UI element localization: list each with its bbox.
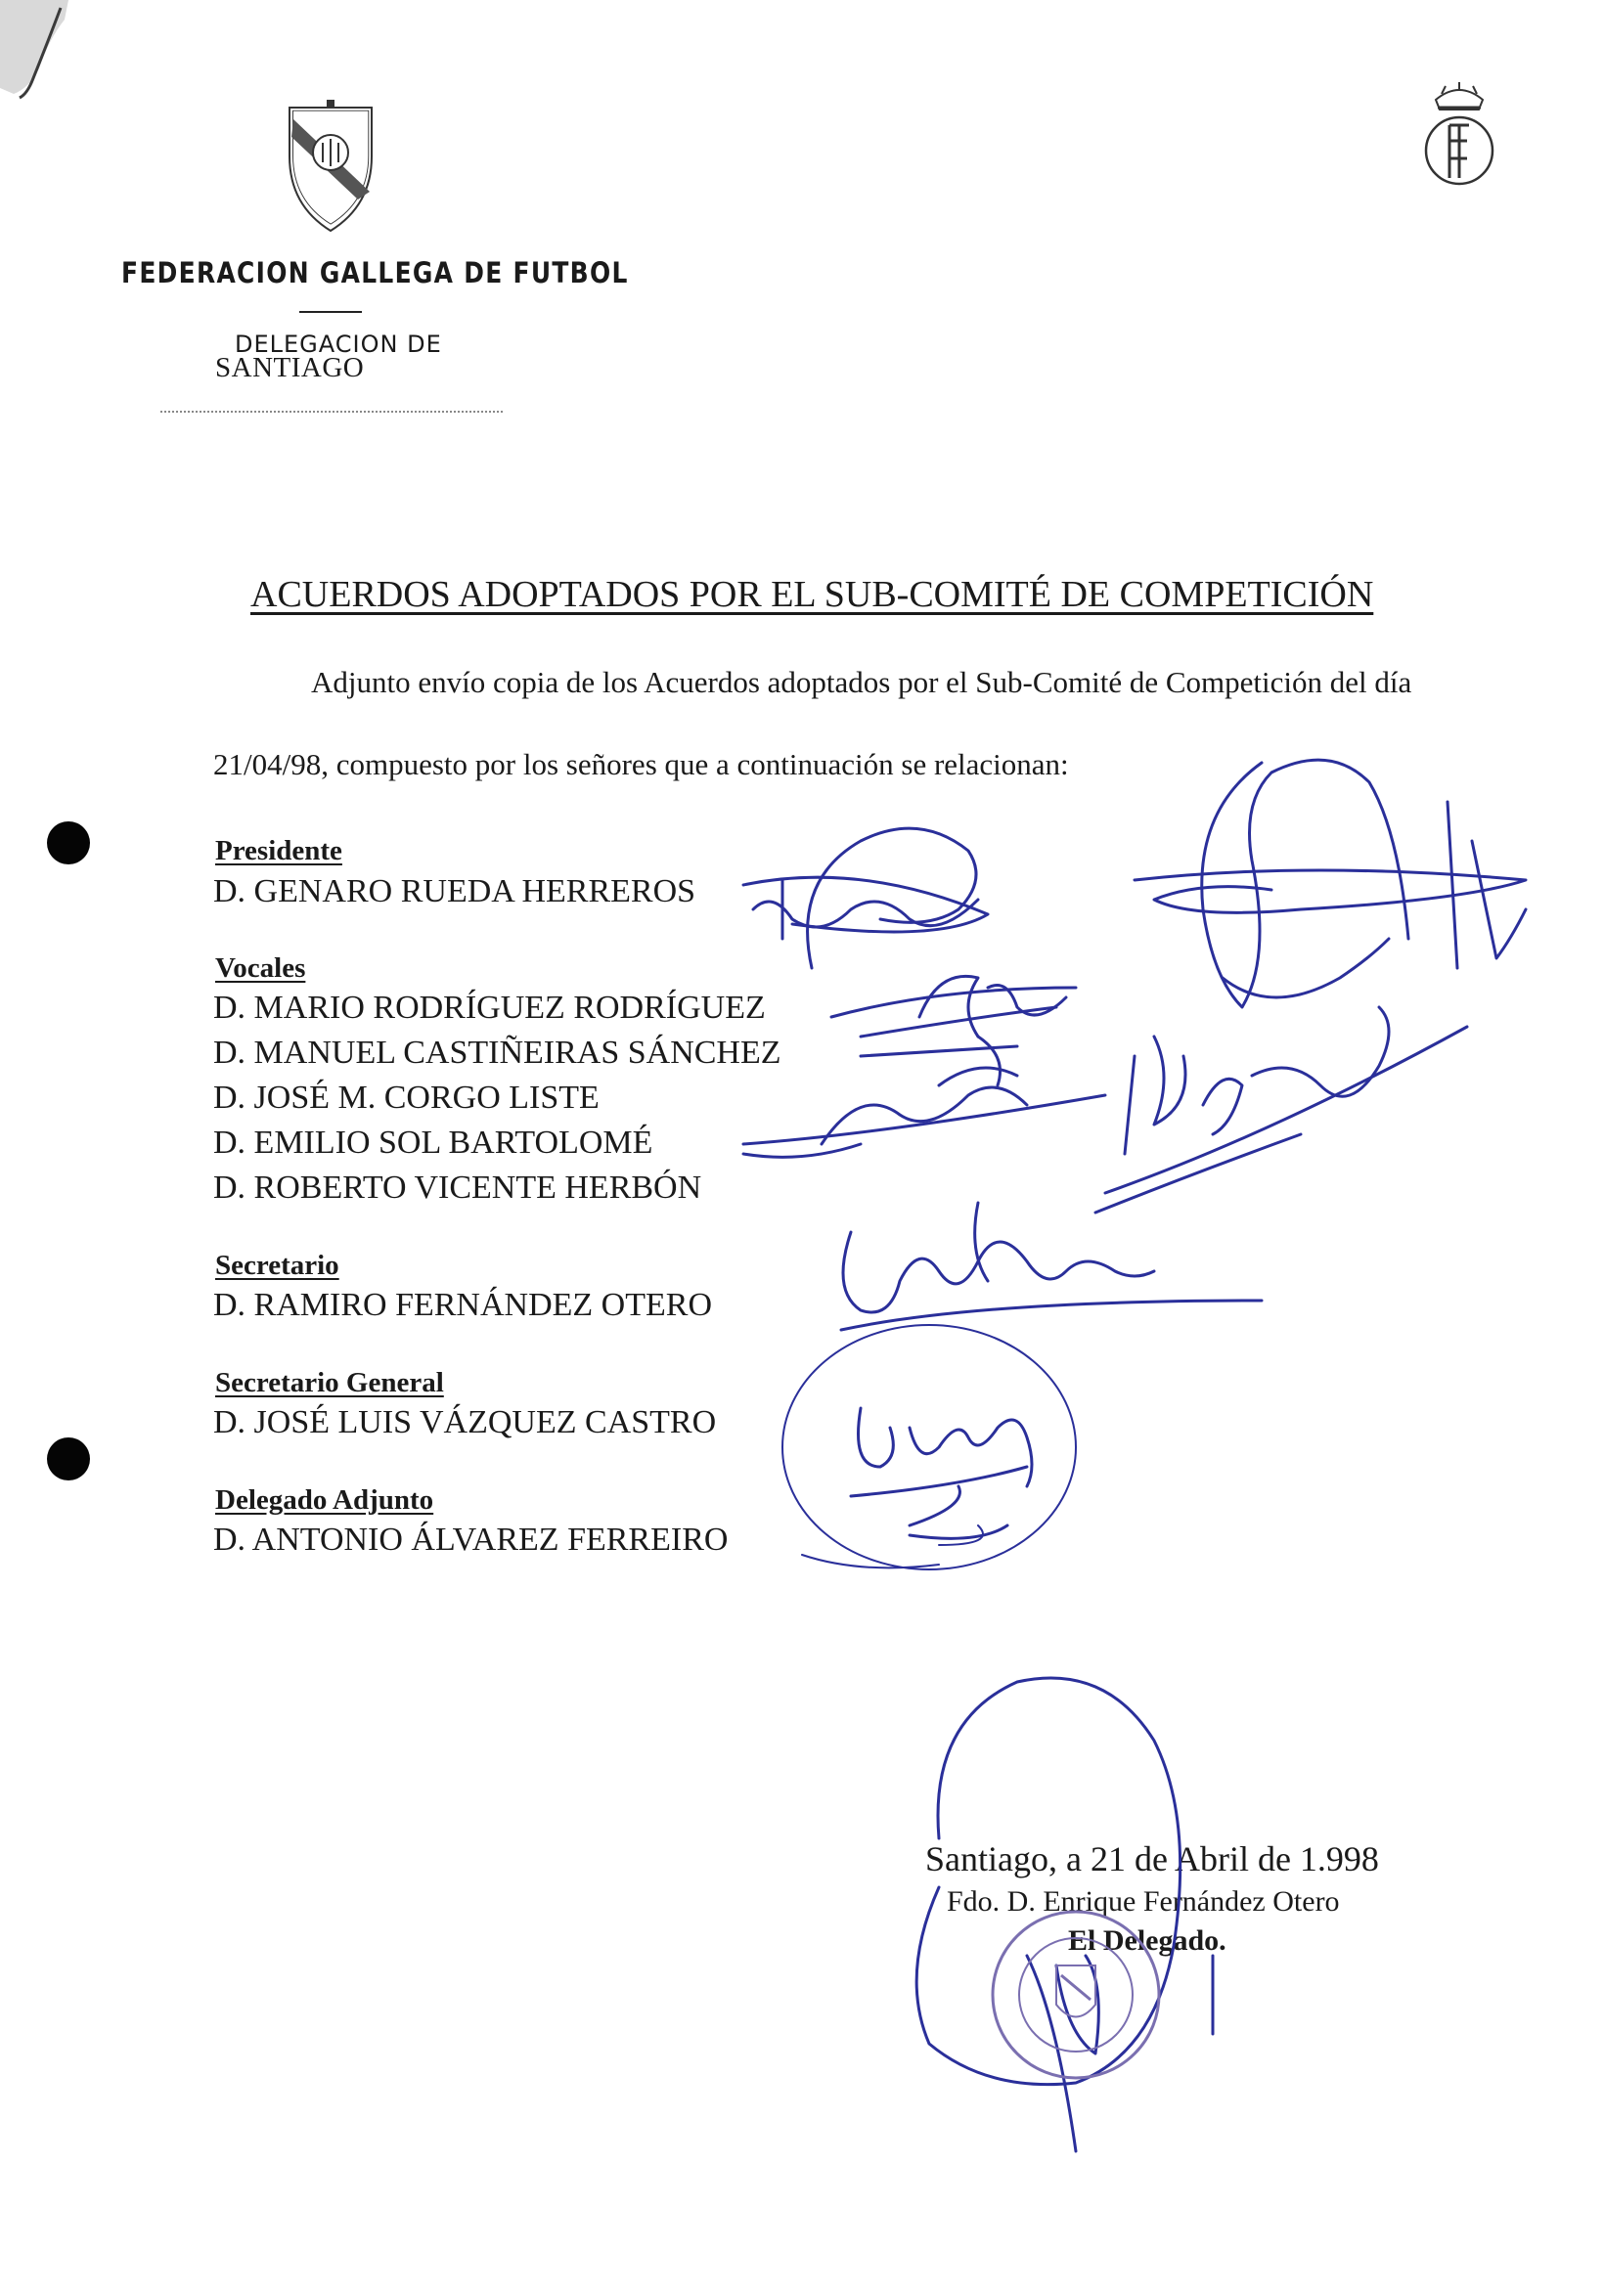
document-title: ACUERDOS ADOPTADOS POR EL SUB-COMITÉ DE COMPETICIÓN [250,574,1374,615]
closing-signer-title: El Delegado. [1068,1924,1226,1957]
scan-corner-mark [0,0,68,94]
signature-vocal-2 [861,1037,1017,1085]
signature-secretario [841,1203,1262,1330]
royal-federation-crest-icon [1420,80,1498,198]
member-delegado-adjunto: D. ANTONIO ÁLVAREZ FERREIRO [213,1522,729,1558]
signature-vocal-1 [831,976,1076,1037]
delegation-dotted-line [160,411,503,413]
scan-corner-stroke [20,8,61,98]
member-vocal-2: D. MANUEL CASTIÑEIRAS SÁNCHEZ [213,1035,781,1071]
intro-paragraph-line-1: Adjunto envío copia de los Acuerdos adoptados por el Sub-Comité de Competición del día [311,665,1412,699]
member-vocal-3: D. JOSÉ M. CORGO LISTE [213,1080,600,1116]
role-heading-secretario: Secretario [215,1250,339,1281]
member-presidente: D. GENARO RUEDA HERREROS [213,873,696,909]
closing-place-date: Santiago, a 21 de Abril de 1.998 [925,1839,1379,1878]
member-vocal-5: D. ROBERTO VICENTE HERBÓN [213,1170,702,1206]
letterhead-divider [299,311,362,313]
intro-paragraph-line-2: 21/04/98, compuesto por los señores que a continuación se relacionan: [213,747,1069,781]
signature-vocal-3 [743,1068,1105,1157]
member-vocal-1: D. MARIO RODRÍGUEZ RODRÍGUEZ [213,990,766,1026]
role-heading-secretario-general: Secretario General [215,1367,444,1398]
delegation-label: DELEGACION DE [235,331,442,358]
binder-hole-top [47,821,90,864]
signature-presidente [743,828,988,968]
signature-secretario-general [782,1325,1076,1569]
closing-signer: Fdo. D. Enrique Fernández Otero [947,1885,1340,1918]
role-heading-vocales: Vocales [215,952,306,984]
role-heading-delegado-adjunto: Delegado Adjunto [215,1484,434,1516]
binder-hole-bottom [47,1437,90,1480]
role-heading-presidente: Presidente [215,835,342,866]
member-vocal-4: D. EMILIO SOL BARTOLOMÉ [213,1125,653,1161]
member-secretario-general: D. JOSÉ LUIS VÁZQUEZ CASTRO [213,1404,717,1440]
federation-crest-icon [284,98,378,235]
organization-name: FEDERACION GALLEGA DE FUTBOL [121,256,629,289]
delegation-place: SANTIAGO [215,352,365,383]
signature-delegado-adjunto [802,1525,983,1567]
signature-large-upper-right [1135,760,1526,1007]
member-secretario: D. RAMIRO FERNÁNDEZ OTERO [213,1287,712,1323]
signature-vocal-4 [1095,1007,1467,1213]
